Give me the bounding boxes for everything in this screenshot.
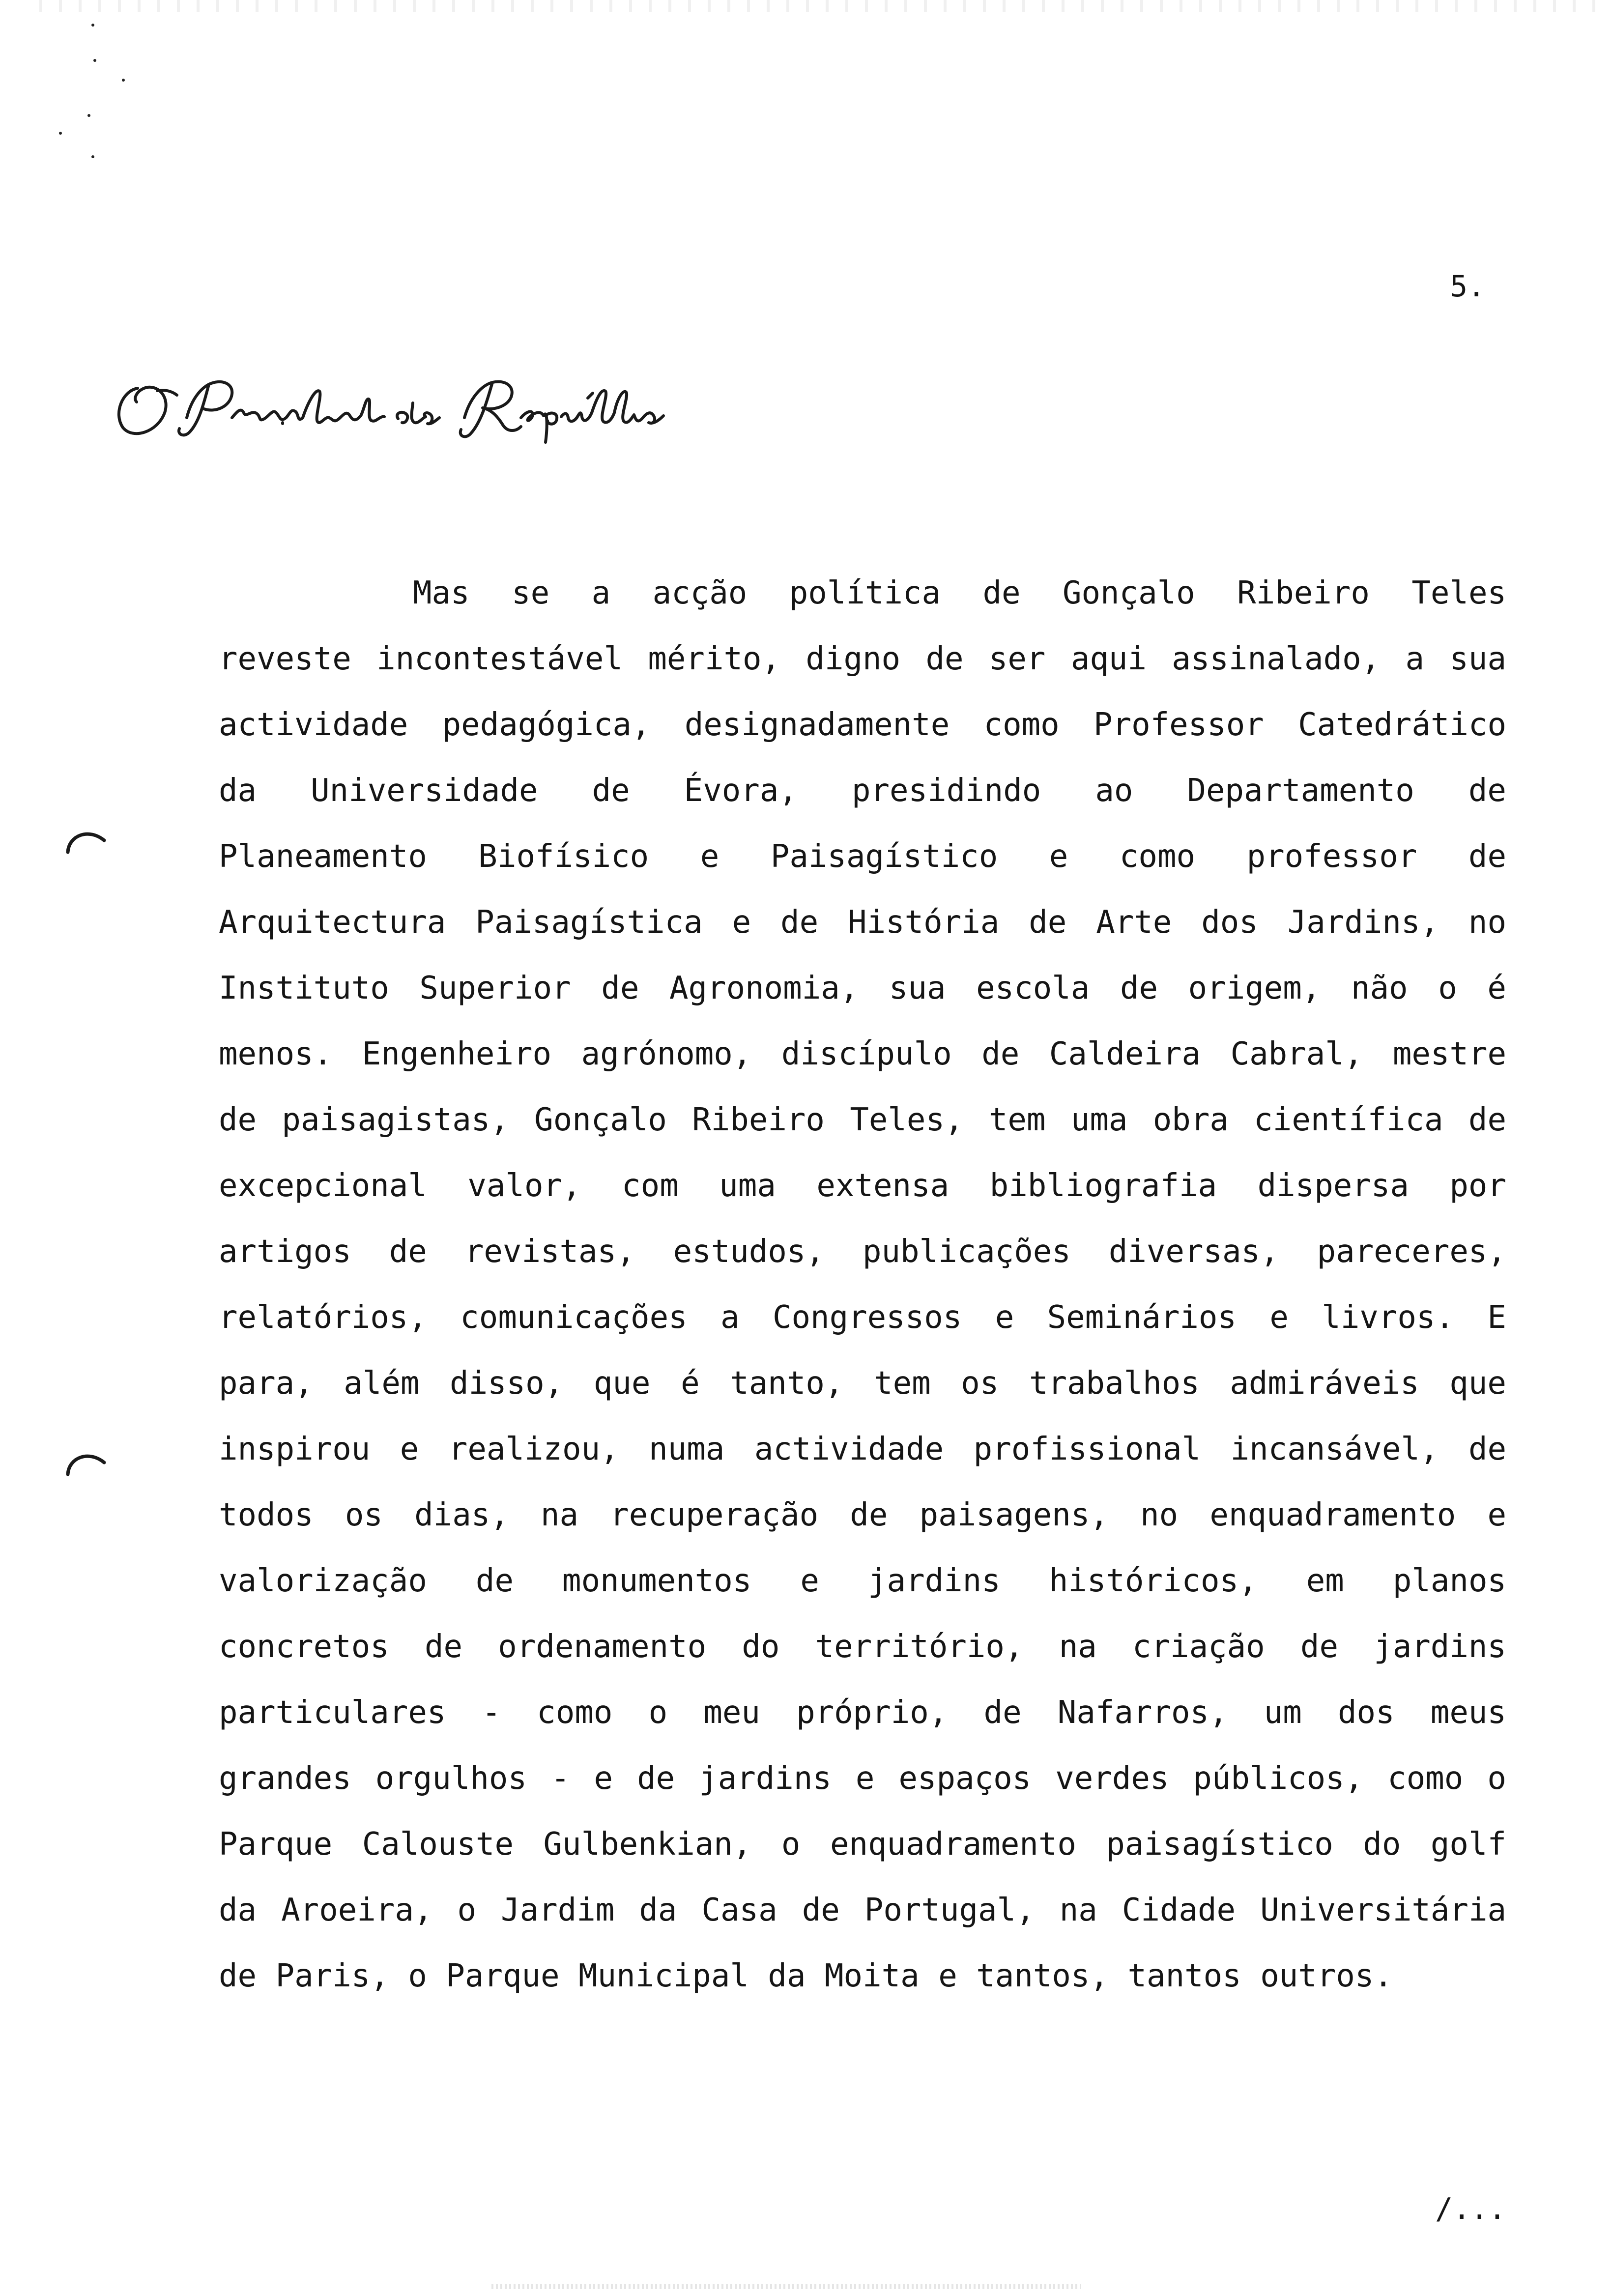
- word: sua: [889, 970, 946, 1006]
- text-line: [219, 1614, 1506, 1680]
- word: e: [400, 1431, 419, 1467]
- word: mestre: [1392, 1036, 1506, 1072]
- word: ao: [1095, 773, 1133, 809]
- word: Jardim: [501, 1892, 615, 1928]
- word: origem,: [1188, 970, 1321, 1006]
- word: -: [482, 1694, 501, 1731]
- scan-speck: [87, 114, 90, 117]
- word: escola: [976, 970, 1090, 1006]
- word: sua: [1449, 641, 1506, 677]
- word: jardins: [868, 1563, 1001, 1599]
- word: que: [1449, 1365, 1506, 1402]
- word: da: [219, 1892, 257, 1928]
- word: designadamente: [684, 707, 950, 743]
- text-line: [219, 1482, 1506, 1548]
- word: agrónomo,: [581, 1036, 752, 1072]
- word: Parque: [219, 1826, 333, 1863]
- word: e: [594, 1760, 613, 1797]
- word: na: [1059, 1892, 1097, 1928]
- word: da: [639, 1892, 677, 1928]
- word: particulares: [219, 1694, 446, 1731]
- word: não: [1351, 970, 1408, 1006]
- word: dos: [1338, 1694, 1395, 1731]
- word: na: [1059, 1629, 1097, 1665]
- word: Gonçalo: [534, 1102, 667, 1138]
- word: do: [1363, 1826, 1401, 1863]
- word: digno: [806, 641, 901, 677]
- word: Cidade: [1122, 1892, 1236, 1928]
- word: um: [1264, 1694, 1302, 1731]
- word: profissional: [973, 1431, 1201, 1467]
- word: de: [601, 970, 639, 1006]
- word: obra: [1152, 1102, 1229, 1138]
- word: científica: [1254, 1102, 1443, 1138]
- word: bibliografia: [989, 1168, 1217, 1204]
- word: e: [1269, 1299, 1289, 1336]
- word: Portugal,: [864, 1892, 1035, 1928]
- word: -: [551, 1760, 570, 1797]
- word: na: [540, 1497, 579, 1533]
- text-line: [219, 1811, 1506, 1877]
- word: e: [800, 1563, 819, 1599]
- word: em: [1306, 1563, 1344, 1599]
- word: de: [982, 575, 1021, 611]
- letterhead-signature: [103, 344, 693, 452]
- word: como: [1387, 1760, 1464, 1797]
- word: orgulhos: [375, 1760, 527, 1797]
- word: concretos: [219, 1629, 389, 1665]
- text-line: [219, 824, 1506, 890]
- word: tem: [988, 1102, 1046, 1138]
- word: de: [802, 1892, 840, 1928]
- word: o: [781, 1826, 801, 1863]
- word: pareceres,: [1317, 1234, 1506, 1270]
- word: mérito,: [648, 641, 781, 677]
- text-line: [219, 1746, 1506, 1811]
- word: Nafarros,: [1057, 1694, 1228, 1731]
- text-line: [219, 955, 1506, 1021]
- word: pedagógica,: [442, 707, 651, 743]
- word: trabalhos: [1029, 1365, 1200, 1402]
- word: menos.: [219, 1036, 333, 1072]
- text-line: [219, 1416, 1506, 1482]
- word: Ribeiro: [1237, 575, 1370, 611]
- word: do: [742, 1629, 780, 1665]
- word: diversas,: [1108, 1234, 1279, 1270]
- letterhead-script-image: [103, 344, 693, 452]
- word: Paisagística: [475, 904, 703, 941]
- word: os: [345, 1497, 383, 1533]
- word: ser: [988, 641, 1046, 677]
- punch-hole-mark: [64, 826, 108, 855]
- word: excepcional: [219, 1168, 427, 1204]
- word: Universidade: [311, 773, 538, 809]
- word: Professor: [1094, 707, 1264, 743]
- scan-speck: [59, 132, 62, 135]
- word: admiráveis: [1230, 1365, 1419, 1402]
- word: por: [1449, 1168, 1506, 1204]
- word: uma: [719, 1168, 776, 1204]
- word: uma: [1070, 1102, 1128, 1138]
- text-line: [219, 626, 1506, 692]
- word: Seminários: [1047, 1299, 1237, 1336]
- word: golf: [1430, 1826, 1506, 1863]
- text-line: [219, 1087, 1506, 1153]
- word: enquadramento: [1209, 1497, 1456, 1533]
- word: Departamento: [1187, 773, 1414, 809]
- word: de: [1468, 838, 1506, 875]
- word: Agronomia,: [669, 970, 859, 1006]
- word: ordenamento: [498, 1629, 707, 1665]
- word: históricos,: [1049, 1563, 1258, 1599]
- word: Cabral,: [1230, 1036, 1363, 1072]
- text-line: [219, 1219, 1506, 1285]
- word: reveste: [219, 641, 351, 677]
- word: os: [961, 1365, 999, 1402]
- word: é: [1487, 970, 1506, 1006]
- word: como: [983, 707, 1060, 743]
- word: de: [1468, 1102, 1506, 1138]
- word: e: [855, 1760, 875, 1797]
- word: política: [789, 575, 941, 611]
- text-line: [219, 1877, 1506, 1943]
- punch-hole-mark: [64, 1448, 108, 1477]
- word: de Paris, o Parque Municipal da Moita e tantos, tantos outros.: [219, 1958, 1393, 1994]
- word: paisagistas,: [282, 1102, 509, 1138]
- word: como: [537, 1694, 613, 1731]
- word: paisagens,: [919, 1497, 1109, 1533]
- text-line: [219, 1021, 1506, 1087]
- word: Évora,: [684, 773, 798, 809]
- word: Arquitectura: [219, 904, 446, 941]
- word: Planeamento: [219, 838, 427, 875]
- word: discípulo: [781, 1036, 952, 1072]
- word: para,: [219, 1365, 314, 1402]
- word: dos: [1201, 904, 1258, 941]
- word: Instituto: [219, 970, 389, 1006]
- word: revistas,: [464, 1234, 635, 1270]
- text-line: [219, 758, 1506, 824]
- word: no: [1140, 1497, 1179, 1533]
- word: recuperação: [610, 1497, 819, 1533]
- word: livros.: [1322, 1299, 1454, 1336]
- word: e: [1487, 1497, 1506, 1533]
- word: Caldeira: [1049, 1036, 1201, 1072]
- word: como: [1119, 838, 1195, 875]
- word: e: [995, 1299, 1014, 1336]
- word: comunicações: [460, 1299, 688, 1336]
- word: de: [425, 1629, 463, 1665]
- word: todos: [219, 1497, 314, 1533]
- word: a: [1405, 641, 1425, 677]
- word: o: [457, 1892, 476, 1928]
- word: de: [219, 1102, 257, 1138]
- word: Calouste: [362, 1826, 514, 1863]
- word: actividade: [219, 707, 408, 743]
- text-line: [219, 1548, 1506, 1614]
- word: Superior: [419, 970, 571, 1006]
- word: o: [1438, 970, 1457, 1006]
- word: jardins: [699, 1760, 832, 1797]
- word: de: [981, 1036, 1020, 1072]
- word: e: [1049, 838, 1068, 875]
- word: inspirou: [219, 1431, 371, 1467]
- word: Teles,: [850, 1102, 964, 1138]
- word: meus: [1430, 1694, 1506, 1731]
- word: acção: [652, 575, 748, 611]
- word: História: [848, 904, 1000, 941]
- word: no: [1468, 904, 1506, 941]
- text-line: [219, 560, 1506, 626]
- word: artigos: [219, 1234, 351, 1270]
- word: E: [1487, 1299, 1506, 1336]
- word: criação: [1132, 1629, 1265, 1665]
- word: valor,: [467, 1168, 581, 1204]
- word: o: [648, 1694, 668, 1731]
- scan-speck: [122, 79, 125, 82]
- scan-speck: [93, 59, 96, 62]
- word: enquadramento: [830, 1826, 1076, 1863]
- word: de: [1300, 1629, 1338, 1665]
- word: de: [1120, 970, 1158, 1006]
- word: de: [1468, 1431, 1506, 1467]
- word: Biofísico: [478, 838, 649, 875]
- word: Aroeira,: [281, 1892, 433, 1928]
- word: aqui: [1070, 641, 1147, 677]
- word: Paisagístico: [770, 838, 998, 875]
- text-line: [219, 1350, 1506, 1416]
- word: território,: [815, 1629, 1024, 1665]
- word: públicos,: [1193, 1760, 1364, 1797]
- word: de: [983, 1694, 1022, 1731]
- word: se: [512, 575, 550, 611]
- word: extensa: [816, 1168, 950, 1204]
- word: de: [389, 1234, 427, 1270]
- scan-speck: [91, 24, 94, 27]
- word: de: [475, 1563, 514, 1599]
- word: Ribeiro: [692, 1102, 825, 1138]
- word: próprio,: [796, 1694, 948, 1731]
- word: tem: [874, 1365, 931, 1402]
- word: dispersa: [1257, 1168, 1409, 1204]
- letter-body: [219, 560, 1506, 2009]
- word: é: [681, 1365, 700, 1402]
- text-line: [219, 1943, 1506, 2009]
- word: grandes: [219, 1760, 351, 1797]
- word: de: [592, 773, 630, 809]
- word: de: [850, 1497, 888, 1533]
- word: de: [1029, 904, 1067, 941]
- word: Catedrático: [1298, 707, 1506, 743]
- text-line: [219, 1153, 1506, 1219]
- word: dias,: [414, 1497, 509, 1533]
- word: Jardins,: [1287, 904, 1439, 941]
- word: que: [593, 1365, 651, 1402]
- scan-artifact-bottom: [491, 2284, 1081, 2289]
- word: com: [622, 1168, 679, 1204]
- continuation-mark: /...: [1435, 2192, 1506, 2226]
- text-line: [219, 692, 1506, 758]
- word: o: [1487, 1760, 1506, 1797]
- word: monumentos: [562, 1563, 752, 1599]
- word: valorização: [219, 1563, 427, 1599]
- word: assinalado,: [1172, 641, 1381, 677]
- word: Engenheiro: [362, 1036, 552, 1072]
- scan-speck: [91, 155, 94, 158]
- word: realizou,: [448, 1431, 619, 1467]
- word: de: [780, 904, 819, 941]
- word: de: [1468, 773, 1506, 809]
- word: incansável,: [1230, 1431, 1439, 1467]
- word: meu: [703, 1694, 760, 1731]
- word: paisagístico: [1106, 1826, 1333, 1863]
- word: e: [732, 904, 751, 941]
- word: Casa: [701, 1892, 777, 1928]
- word: Gulbenkian,: [543, 1826, 752, 1863]
- word: presidindo: [851, 773, 1041, 809]
- word: publicações: [862, 1234, 1071, 1270]
- word: planos: [1392, 1563, 1506, 1599]
- word: disso,: [450, 1365, 564, 1402]
- word: a: [720, 1299, 740, 1336]
- page-number: 5.: [1450, 269, 1486, 304]
- word: actividade: [754, 1431, 944, 1467]
- word: jardins: [1374, 1629, 1506, 1665]
- text-line: [219, 1680, 1506, 1746]
- word: Mas: [413, 575, 470, 611]
- text-line: [219, 1285, 1506, 1350]
- word: de: [637, 1760, 675, 1797]
- word: da: [219, 773, 257, 809]
- word: Gonçalo: [1062, 575, 1195, 611]
- word: de: [925, 641, 964, 677]
- word: relatórios,: [219, 1299, 427, 1336]
- word: numa: [649, 1431, 725, 1467]
- scan-artifact-top: [39, 0, 1612, 12]
- word: verdes: [1055, 1760, 1169, 1797]
- word: incontestável: [376, 641, 623, 677]
- word: e: [700, 838, 720, 875]
- word: a: [591, 575, 611, 611]
- word: professor: [1246, 838, 1417, 875]
- word: Universitária: [1260, 1892, 1506, 1928]
- word: Teles: [1411, 575, 1506, 611]
- word: Arte: [1096, 904, 1172, 941]
- word: espaços: [898, 1760, 1032, 1797]
- word: tanto,: [730, 1365, 844, 1402]
- word: além: [344, 1365, 420, 1402]
- word: Congressos: [772, 1299, 962, 1336]
- text-line: [219, 890, 1506, 955]
- word: estudos,: [673, 1234, 825, 1270]
